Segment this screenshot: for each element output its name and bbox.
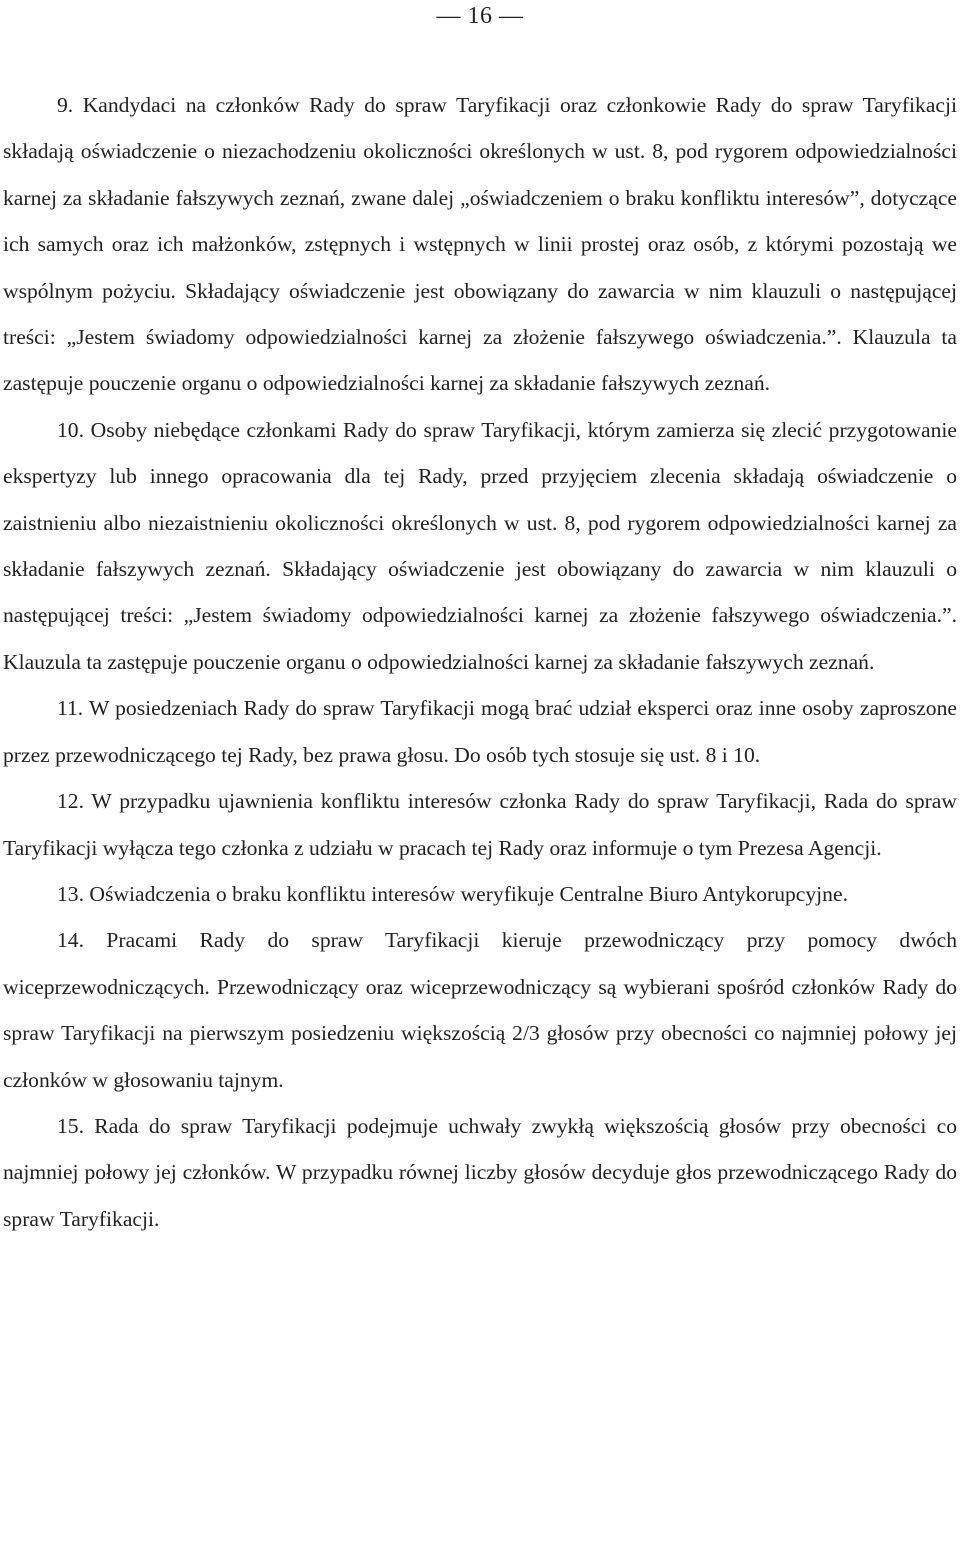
paragraph-11: 11. W posiedzeniach Rady do spraw Taryfikacji mogą brać udział eksperci oraz inne osoby zaproszone przez przewodniczącego tej Rady, bez prawa głosu. Do osób tych stosuje się ust. 8 i 10. [3, 696, 957, 767]
paragraph-9: 9. Kandydaci na członków Rady do spraw Taryfikacji oraz członkowie Rady do spraw Taryfikacji składają oświadczenie o niezachodzeniu okoliczności określonych w ust. 8, pod rygorem odpowiedzialności karnej za składanie fałszywych zeznań, zwane dalej „oświadczeniem o braku konfliktu interesów”, dotyczące ich samych oraz ich małżonków, zstępnych i wstępnych w linii prostej oraz osób, z którymi pozostają we wspólnym pożyciu. Składający oświadczenie jest obowiązany do zawarcia w nim klauzuli o następującej treści: „Jestem świadomy odpowiedzialności karnej za złożenie fałszywego oświadczenia.”. Klauzula ta zastępuje pouczenie organu o odpowiedzialności karnej za składanie fałszywych zeznań. [3, 93, 957, 396]
paragraph-15: 15. Rada do spraw Taryfikacji podejmuje uchwały zwykłą większością głosów przy obecności co najmniej połowy jej członków. W przypadku równej liczby głosów decyduje głos przewodniczącego Rady do spraw Taryfikacji. [3, 1113, 957, 1231]
page-number: — 16 — [436, 3, 524, 29]
document-body [3, 82, 957, 1242]
paragraph-10: 10. Osoby niebędące członkami Rady do spraw Taryfikacji, którym zamierza się zlecić przygotowanie ekspertyzy lub innego opracowania dla tej Rady, przed przyjęciem zlecenia składają oświadczenie o zaistnieniu albo niezaistnieniu okoliczności określonych w ust. 8, pod rygorem odpowiedzialności karnej za składanie fałszywych zeznań. Składający oświadczenie jest obowiązany do zawarcia w nim klauzuli o następującej treści: „Jestem świadomy odpowiedzialności karnej za złożenie fałszywego oświadczenia.”. Klauzula ta zastępuje pouczenie organu o odpowiedzialności karnej za składanie fałszywych zeznań. [3, 417, 957, 674]
paragraph-12: 12. W przypadku ujawnienia konfliktu interesów członka Rady do spraw Taryfikacji, Rada do spraw Taryfikacji wyłącza tego członka z udziału w pracach tej Rady oraz informuje o tym Prezesa Agencji. [3, 789, 957, 860]
paragraph-13: 13. Oświadczenia o braku konfliktu interesów weryfikuje Centralne Biuro Antykorupcyjne. [57, 881, 848, 906]
paragraph-14: 14. Pracami Rady do spraw Taryfikacji kieruje przewodniczący przy pomocy dwóch wiceprzewodniczących. Przewodniczący oraz wiceprzewodniczący są wybierani spośród członków Rady do spraw Taryfikacji na pierwszym posiedzeniu większością 2/3 głosów przy obecności co najmniej połowy jej członków w głosowaniu tajnym. [3, 928, 957, 1092]
